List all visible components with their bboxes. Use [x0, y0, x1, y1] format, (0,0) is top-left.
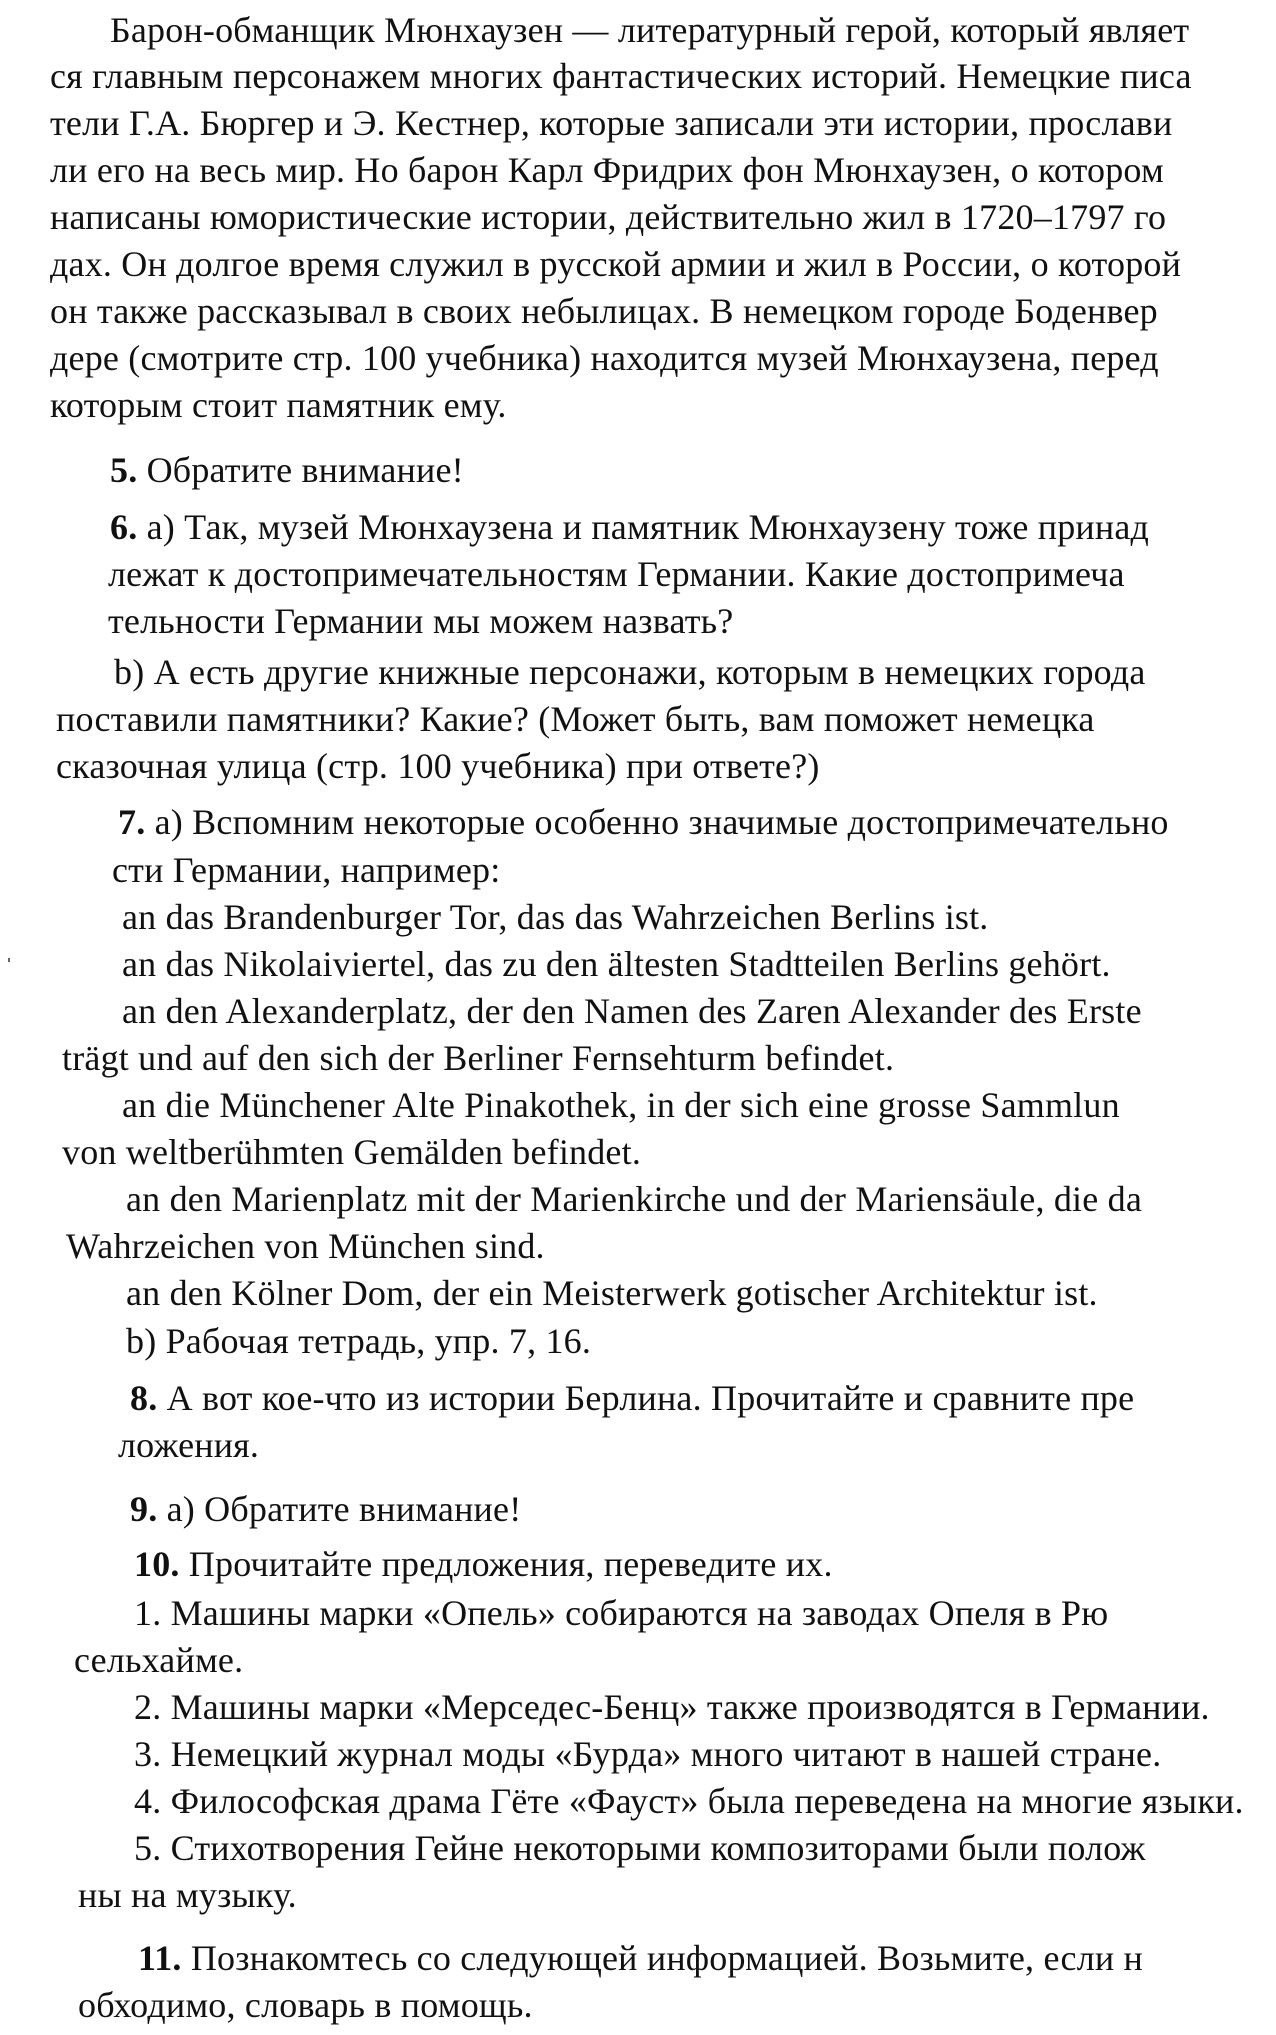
intro-line-3: тели Г.А. Бюргер и Э. Кестнер, которые записали эти истории, прослави	[50, 103, 1173, 143]
intro-line-4: ли его на весь мир. Но барон Карл Фридрих фон Мюнхаузен, о котором	[50, 150, 1164, 190]
task-6-b-line-1: b) А есть другие книжные персонажи, которым в немецких города	[114, 652, 1146, 692]
intro-line-7: он также рассказывал в своих небылицах. В немецком городе Боденвер	[50, 291, 1158, 331]
task-11-text: Познакомтесь со следующей информацией. Возьмите, если н	[181, 1938, 1144, 1978]
task-7-line-2: сти Германии, например:	[112, 850, 501, 890]
task-7-line-7: an die Münchener Alte Pinakothek, in der sich eine grosse Sammlun	[122, 1085, 1120, 1125]
task-6-b-line-3: сказочная улица (стр. 100 учебника) при ответе?)	[56, 746, 820, 786]
task-10-number: 10.	[134, 1544, 180, 1584]
task-10-item-3: 3. Немецкий журнал моды «Бурда» много читают в нашей стране.	[134, 1734, 1162, 1774]
task-8-line-2: ложения.	[118, 1425, 260, 1465]
task-7-number: 7.	[118, 802, 146, 842]
task-7-a-text: а) Вспомним некоторые особенно значимые достопримечательно	[145, 802, 1169, 842]
task-7-line-5: an den Alexanderplatz, der den Namen des Zaren Alexander des Erste	[122, 991, 1142, 1031]
task-6-b-line-2: поставили памятники? Какие? (Может быть, вам поможет немецка	[56, 699, 1095, 739]
task-7-line-3: an das Brandenburger Tor, das das Wahrzeichen Berlins ist.	[122, 897, 989, 937]
task-8-text: А вот кое-что из истории Берлина. Прочитайте и сравните пре	[157, 1378, 1135, 1418]
task-11-line-1	[138, 1936, 1143, 1980]
task-10-item-4: 4. Философская драма Гёте «Фауст» была переведена на многие языки.	[134, 1781, 1244, 1821]
task-11-line-2: обходимо, словарь в помощь.	[78, 1985, 533, 2025]
task-6-line-2: лежат к достопримечательностям Германии. Какие достопримеча	[108, 554, 1125, 594]
task-11-number: 11.	[138, 1938, 182, 1978]
intro-line-9: которым стоит памятник ему.	[50, 385, 507, 425]
task-10-item-2: 2. Машины марки «Мерседес-Бенц» также производятся в Германии.	[134, 1687, 1210, 1727]
task-7-line-9: an den Marienplatz mit der Marienkirche und der Mariensäule, die da	[126, 1179, 1143, 1219]
task-10	[134, 1542, 833, 1586]
task-6-number: 6.	[110, 507, 138, 547]
task-6-line-3: тельности Германии мы можем назвать?	[108, 601, 734, 641]
scan-speck	[8, 958, 10, 962]
task-7-line-11: an den Kölner Dom, der ein Meisterwerk gotischer Architektur ist.	[126, 1273, 1098, 1313]
task-7-line-10: Wahrzeichen von München sind.	[66, 1226, 545, 1266]
task-7-line-8: von weltberühmten Gemälden befindet.	[62, 1132, 642, 1172]
intro-line-6: дах. Он долгое время служил в русской армии и жил в России, о которой	[50, 244, 1182, 284]
task-10-item-5-cont: ны на музыку.	[78, 1875, 297, 1915]
intro-line-1: Барон-обманщик Мюнхаузен — литературный герой, который являет	[110, 10, 1190, 50]
task-7-line-4: an das Nikolaiviertel, das zu den ältesten Stadtteilen Berlins gehört.	[122, 944, 1111, 984]
task-5-text: Обратите внимание!	[137, 450, 464, 490]
task-7-line-1	[118, 800, 1169, 844]
task-9-number: 9.	[130, 1489, 158, 1529]
task-10-item-1-cont: сельхайме.	[74, 1640, 244, 1680]
task-6-line-1	[110, 505, 1149, 549]
intro-line-5: написаны юмористические истории, действительно жил в 1720–1797 го	[50, 197, 1167, 237]
task-10-item-5: 5. Стихотворения Гейне некоторыми композиторами были полож	[134, 1828, 1146, 1868]
task-6-a-text: а) Так, музей Мюнхаузена и памятник Мюнхаузену тоже принад	[137, 507, 1150, 547]
task-9	[130, 1487, 521, 1531]
task-5	[110, 448, 464, 492]
task-8-number: 8.	[130, 1378, 158, 1418]
task-5-number: 5.	[110, 450, 138, 490]
task-10-text: Прочитайте предложения, переведите их.	[179, 1544, 833, 1584]
intro-line-2: ся главным персонажем многих фантастических историй. Немецкие писа	[50, 56, 1192, 96]
task-10-item-1: 1. Машины марки «Опель» собираются на заводах Опеля в Рю	[134, 1593, 1109, 1633]
task-9-text: а) Обратите внимание!	[157, 1489, 522, 1529]
task-7-b: b) Рабочая тетрадь, упр. 7, 16.	[126, 1321, 592, 1361]
task-7-line-6: trägt und auf den sich der Berliner Fernsehturm befindet.	[62, 1038, 895, 1078]
intro-line-8: дере (смотрите стр. 100 учебника) находится музей Мюнхаузена, перед	[50, 338, 1159, 378]
task-8-line-1	[130, 1376, 1134, 1420]
